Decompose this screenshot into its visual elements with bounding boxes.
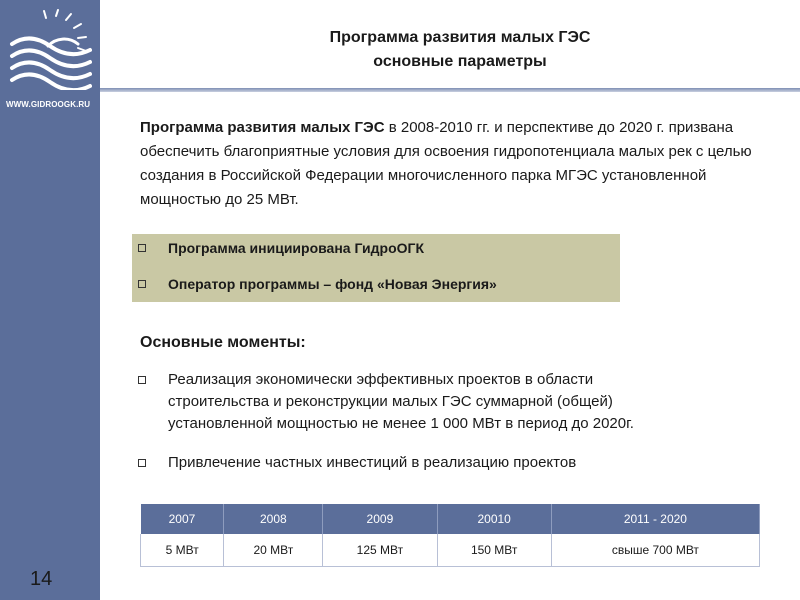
table-header-cell: 2011 - 2020 xyxy=(551,504,759,534)
table-cell: 125 МВт xyxy=(323,534,437,567)
sidebar xyxy=(0,0,100,600)
page-number: 14 xyxy=(30,568,53,590)
bullet-icon xyxy=(138,244,146,252)
header-divider xyxy=(100,88,800,92)
table-header-cell: 2009 xyxy=(323,504,437,534)
slide-title xyxy=(240,26,680,74)
intro-paragraph xyxy=(140,116,760,212)
highlight-item-text: Оператор программы – фонд «Новая Энергия» xyxy=(168,276,497,292)
table-cell: свыше 700 МВт xyxy=(551,534,759,567)
key-point-text: Реализация экономически эффективных проектов в области строительства и реконструкции малых ГЭС суммарной (общей) установленной мощностью не менее 1 000 МВт в период до 2020г. xyxy=(168,371,634,432)
intro-text: в 2008-2010 гг. и перспективе до 2020 г. призвана обеспечить благоприятные условия для освоения гидропотенциала малых рек с целью создания в Российской Федерации многочисленного парка МГЭС установленной мощностью до 25 МВт. xyxy=(140,119,752,208)
table-cell: 20 МВт xyxy=(224,534,323,567)
bullet-icon xyxy=(138,459,146,467)
bullet-icon xyxy=(138,376,146,384)
key-point-item xyxy=(138,452,698,474)
table-header-row xyxy=(141,504,760,534)
table-cell: 5 МВт xyxy=(141,534,224,567)
key-points-heading: Основные моменты: xyxy=(140,334,306,351)
table-header-cell: 2008 xyxy=(224,504,323,534)
highlight-item-text: Программа инициирована ГидроОГК xyxy=(168,240,425,256)
company-logo-icon xyxy=(8,6,92,90)
site-url[interactable]: WWW.GIDROOGK.RU xyxy=(6,100,91,109)
table-header-cell: 20010 xyxy=(437,504,551,534)
table-cell: 150 МВт xyxy=(437,534,551,567)
table-header-cell: 2007 xyxy=(141,504,224,534)
table-row xyxy=(141,534,760,567)
capacity-table xyxy=(140,504,760,567)
bullet-icon xyxy=(138,280,146,288)
slide-title-line-2: основные параметры xyxy=(373,53,547,70)
highlight-item xyxy=(138,240,424,256)
intro-bold-lead: Программа развития малых ГЭС xyxy=(140,119,385,136)
highlight-item xyxy=(138,276,497,292)
slide-title-line-1: Программа развития малых ГЭС xyxy=(329,29,591,46)
key-point-text: Привлечение частных инвестиций в реализацию проектов xyxy=(168,454,577,471)
key-point-item xyxy=(138,369,698,435)
